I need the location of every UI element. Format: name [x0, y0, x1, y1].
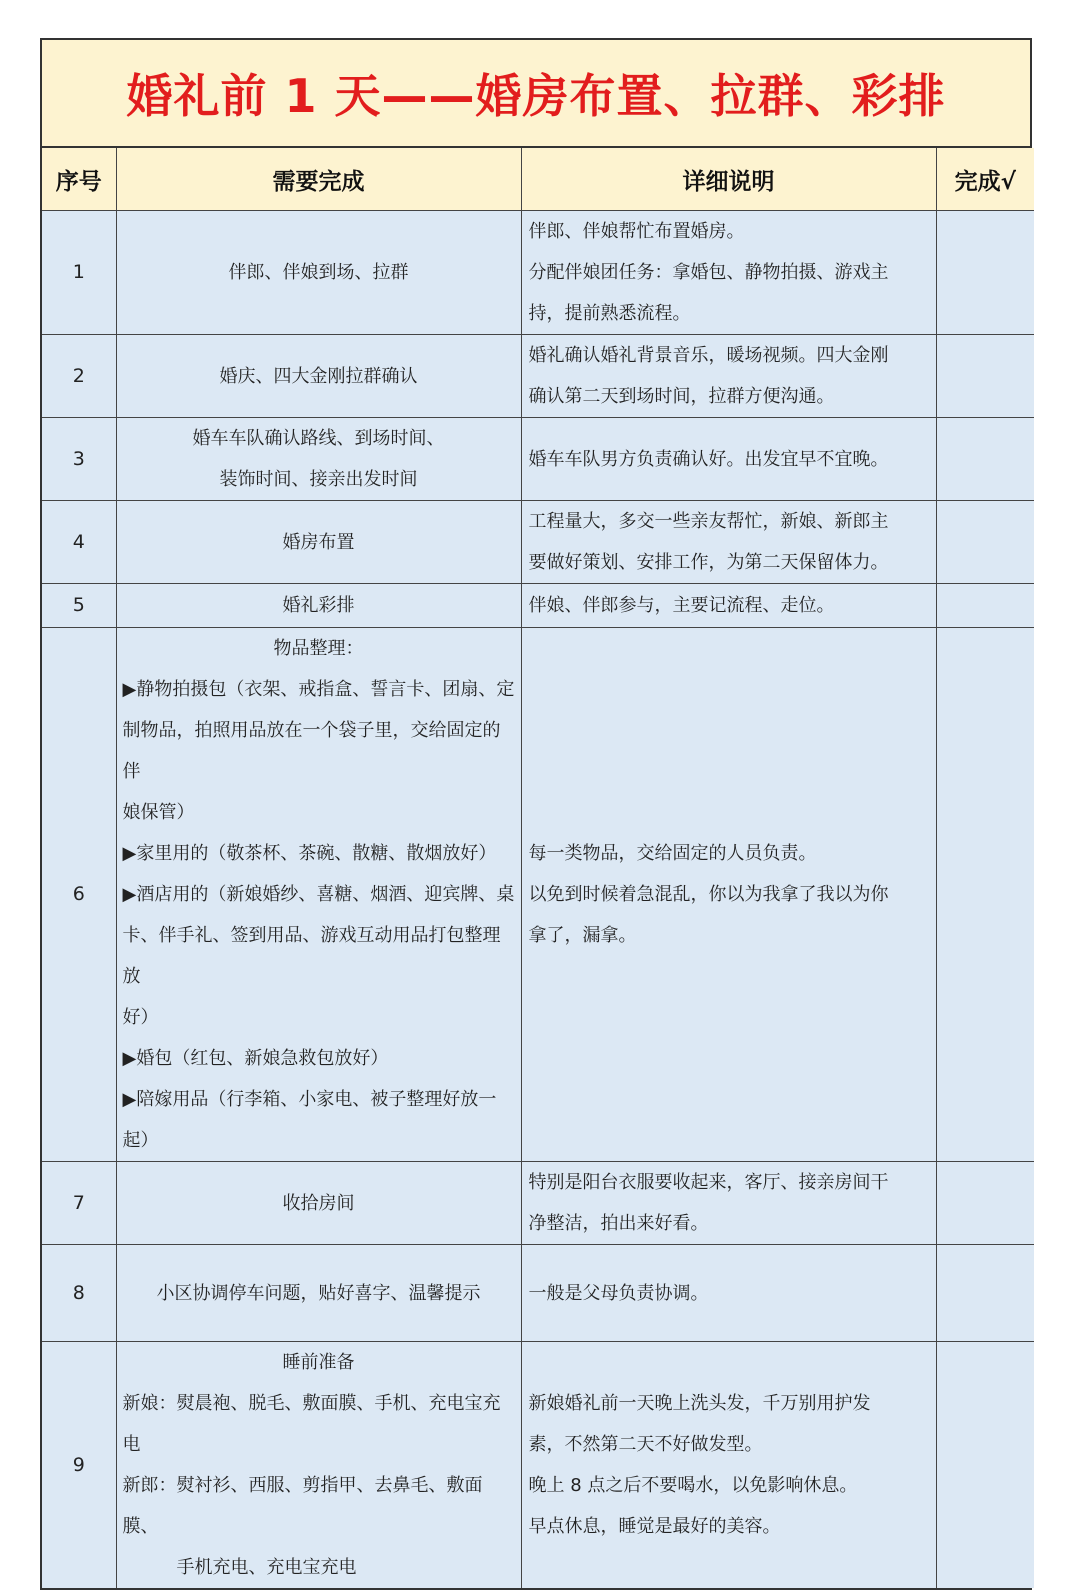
row-number: 9 [42, 1342, 116, 1589]
row-number: 4 [42, 501, 116, 584]
detail-line: 新娘婚礼前一天晚上洗头发，千万别用护发 [528, 1393, 871, 1414]
detail-cell [521, 1342, 936, 1589]
detail-line: 伴娘、伴郎参与，主要记流程、走位。 [528, 595, 835, 616]
table-row [42, 1342, 1034, 1589]
detail-line: 特别是阳台衣服要收起来，客厅、接亲房间干 [528, 1172, 889, 1193]
done-checkbox-cell[interactable] [936, 335, 1034, 418]
header-done: 完成√ [936, 148, 1034, 211]
task-line: 好） [122, 1007, 159, 1028]
row-number: 6 [42, 628, 116, 1162]
detail-cell [521, 501, 936, 584]
detail-cell [521, 335, 936, 418]
task-line: 婚房布置 [282, 531, 355, 553]
done-checkbox-cell[interactable] [936, 584, 1034, 628]
table-row [42, 335, 1034, 418]
detail-line: 伴郎、伴娘帮忙布置婚房。 [528, 221, 745, 242]
task-line: 新郎：熨衬衫、西服、剪指甲、去鼻毛、敷面膜、 [122, 1475, 483, 1537]
task-line: 婚庆、四大金刚拉群确认 [219, 365, 418, 387]
checklist-table [42, 148, 1034, 1588]
done-checkbox-cell[interactable] [936, 211, 1034, 335]
task-line: 小区协调停车问题，贴好喜字、温馨提示 [156, 1282, 481, 1304]
detail-cell [521, 418, 936, 501]
task-line: 新娘：熨晨袍、脱毛、敷面膜、手机、充电宝充电 [122, 1393, 501, 1455]
row-number: 7 [42, 1162, 116, 1245]
detail-cell [521, 211, 936, 335]
header-row [42, 148, 1034, 211]
done-checkbox-cell[interactable] [936, 1162, 1034, 1245]
row-number: 2 [42, 335, 116, 418]
task-heading: 物品整理： [273, 638, 364, 659]
detail-line: 工程量大，多交一些亲友帮忙，新娘、新郎主 [528, 511, 889, 532]
task-cell [116, 628, 521, 1162]
task-cell [116, 211, 521, 335]
row-number: 8 [42, 1245, 116, 1342]
table-row [42, 1245, 1034, 1342]
task-line: 婚礼彩排 [282, 595, 355, 616]
detail-line: 拿了，漏拿。 [528, 925, 637, 946]
detail-line: 一般是父母负责协调。 [528, 1282, 709, 1304]
task-cell [116, 501, 521, 584]
page-title: 婚礼前 1 天——婚房布置、拉群、彩排 [126, 69, 946, 123]
done-checkbox-cell[interactable] [936, 1245, 1034, 1342]
detail-line: 净整洁，拍出来好看。 [528, 1213, 709, 1234]
row-number: 1 [42, 211, 116, 335]
table-row [42, 628, 1034, 1162]
detail-line: 分配伴娘团任务：拿婚包、静物拍摄、游戏主 [528, 262, 889, 283]
row-number: 3 [42, 418, 116, 501]
task-line: 收拾房间 [282, 1192, 355, 1214]
task-cell [116, 418, 521, 501]
header-detail: 详细说明 [521, 148, 936, 211]
task-line: 手机充电、充电宝充电 [176, 1557, 357, 1578]
detail-cell [521, 1162, 936, 1245]
detail-line: 婚礼确认婚礼背景音乐，暖场视频。四大金刚 [528, 345, 889, 366]
detail-line: 婚车车队男方负责确认好。出发宜早不宜晚。 [528, 448, 889, 470]
detail-cell [521, 1245, 936, 1342]
task-cell [116, 335, 521, 418]
detail-line: 以免到时候着急混乱，你以为我拿了我以为你 [528, 884, 889, 905]
row-number: 5 [42, 584, 116, 628]
done-checkbox-cell[interactable] [936, 501, 1034, 584]
task-line: ▶婚包（红包、新娘急救包放好） [122, 1048, 389, 1069]
done-checkbox-cell[interactable] [936, 628, 1034, 1162]
done-checkbox-cell[interactable] [936, 418, 1034, 501]
detail-line: 晚上 8 点之后不要喝水，以免影响休息。 [528, 1475, 858, 1496]
detail-cell [521, 584, 936, 628]
table-row [42, 584, 1034, 628]
detail-line: 确认第二天到场时间，拉群方便沟通。 [528, 386, 835, 407]
task-cell [116, 1245, 521, 1342]
header-task: 需要完成 [116, 148, 521, 211]
task-line: ▶酒店用的（新娘婚纱、喜糖、烟酒、迎宾牌、桌 [122, 884, 515, 905]
task-line: 娘保管） [122, 802, 195, 823]
task-cell [116, 1342, 521, 1589]
detail-line: 早点休息，睡觉是最好的美容。 [528, 1516, 781, 1537]
detail-line: 持，提前熟悉流程。 [528, 303, 691, 324]
title-bar [42, 40, 1030, 148]
table-row [42, 1162, 1034, 1245]
task-line: 装饰时间、接亲出发时间 [219, 469, 418, 490]
task-line: 婚车车队确认路线、到场时间、 [192, 428, 445, 449]
task-line: ▶静物拍摄包（衣架、戒指盒、誓言卡、团扇、定 [122, 679, 515, 700]
task-line: 制物品，拍照用品放在一个袋子里，交给固定的伴 [122, 720, 501, 782]
table-row [42, 418, 1034, 501]
table-row [42, 211, 1034, 335]
task-heading: 睡前准备 [282, 1352, 355, 1373]
checklist-sheet [40, 38, 1032, 1590]
task-line: 伴郎、伴娘到场、拉群 [228, 262, 409, 283]
detail-cell [521, 628, 936, 1162]
task-line: ▶家里用的（敬茶杯、茶碗、散糖、散烟放好） [122, 843, 497, 864]
table-row [42, 501, 1034, 584]
detail-line: 每一类物品，交给固定的人员负责。 [528, 843, 817, 864]
task-line: 卡、伴手礼、签到用品、游戏互动用品打包整理放 [122, 925, 501, 987]
task-cell [116, 1162, 521, 1245]
task-line: ▶陪嫁用品（行李箱、小家电、被子整理好放一起） [122, 1089, 497, 1151]
header-num: 序号 [42, 148, 116, 211]
detail-line: 素，不然第二天不好做发型。 [528, 1434, 763, 1455]
done-checkbox-cell[interactable] [936, 1342, 1034, 1589]
detail-line: 要做好策划、安排工作，为第二天保留体力。 [528, 552, 889, 573]
task-cell [116, 584, 521, 628]
